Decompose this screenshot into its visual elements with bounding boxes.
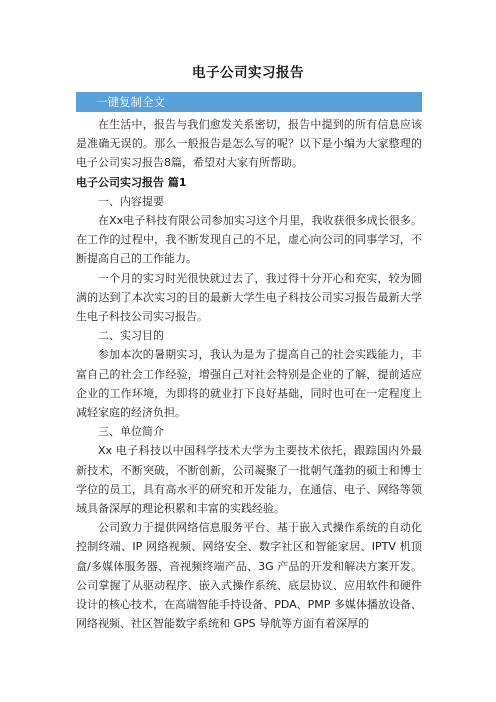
body-paragraph: 参加本次的暑期实习，我认为是为了提高自己的社会实践能力，丰富自己的社会工作经验，增强自己对社会特别是企业的了解，提前适应企业的工作环境，为即将的就业打下良好基础，同时也可在一定程度上减轻家庭的经济负担。 [76, 348, 422, 420]
subheading-company: 三、单位简介 [98, 425, 164, 439]
intro-paragraph: 在生活中，报告与我们愈发关系密切，报告中提到的所有信息应该是准确无误的。那么一般报告是怎么写的呢？以下是小编为大家整理的电子公司实习报告8篇，希望对大家有所帮助。 [76, 118, 422, 170]
body-paragraph: 公司致力于提供网络信息服务平台、基于嵌入式操作系统的自动化控制终端、IP 网络视频、网络安全、数字社区和智能家居、IPTV 机顶盒/多媒体服务器、音视频终端产品、3G 产品的开发和解决方案开发。公司掌握了从驱动程序、嵌入式操作系统、底层协议、应用软件和硬件设计的核心技术，在高端智能手持设备、PDA、PMP 多媒体播放设备、网络视频、社区智能数字系统和 GPS 导航等方面有着深厚的 [76, 521, 422, 631]
page-title: 电子公司实习报告 [192, 65, 304, 81]
document-body [76, 115, 422, 633]
subheading-purpose: 二、实习目的 [98, 329, 164, 343]
body-paragraph: 在Xx电子科技有限公司参加实习这个月里，我收获很多成长很多。在工作的过程中，我不断发现自己的不足，虚心向公司的同事学习，不断提高自己的工作能力。 [76, 214, 422, 266]
body-paragraph: Xx 电子科技以中国科学技术大学为主要技术依托，跟踪国内外最新技术，不断突破，不断创新，公司凝聚了一批朝气蓬勃的硕士和博士学位的员工，具有高水平的研究和开发能力，在通信、电子、网络等领域具备深厚的理论积累和丰富的实践经验。 [76, 444, 422, 516]
copy-all-button-label: 一键复制全文 [96, 95, 165, 109]
body-paragraph: 一个月的实习时光很快就过去了，我过得十分开心和充实，较为圆满的达到了本次实习的目的最新大学生电子科技公司实习报告最新大学生电子科技公司实习报告。 [76, 271, 422, 324]
copy-all-button[interactable] [76, 92, 422, 112]
section-heading: 电子公司实习报告 篇1 [76, 175, 187, 189]
subheading-summary: 一、内容提要 [98, 194, 164, 208]
